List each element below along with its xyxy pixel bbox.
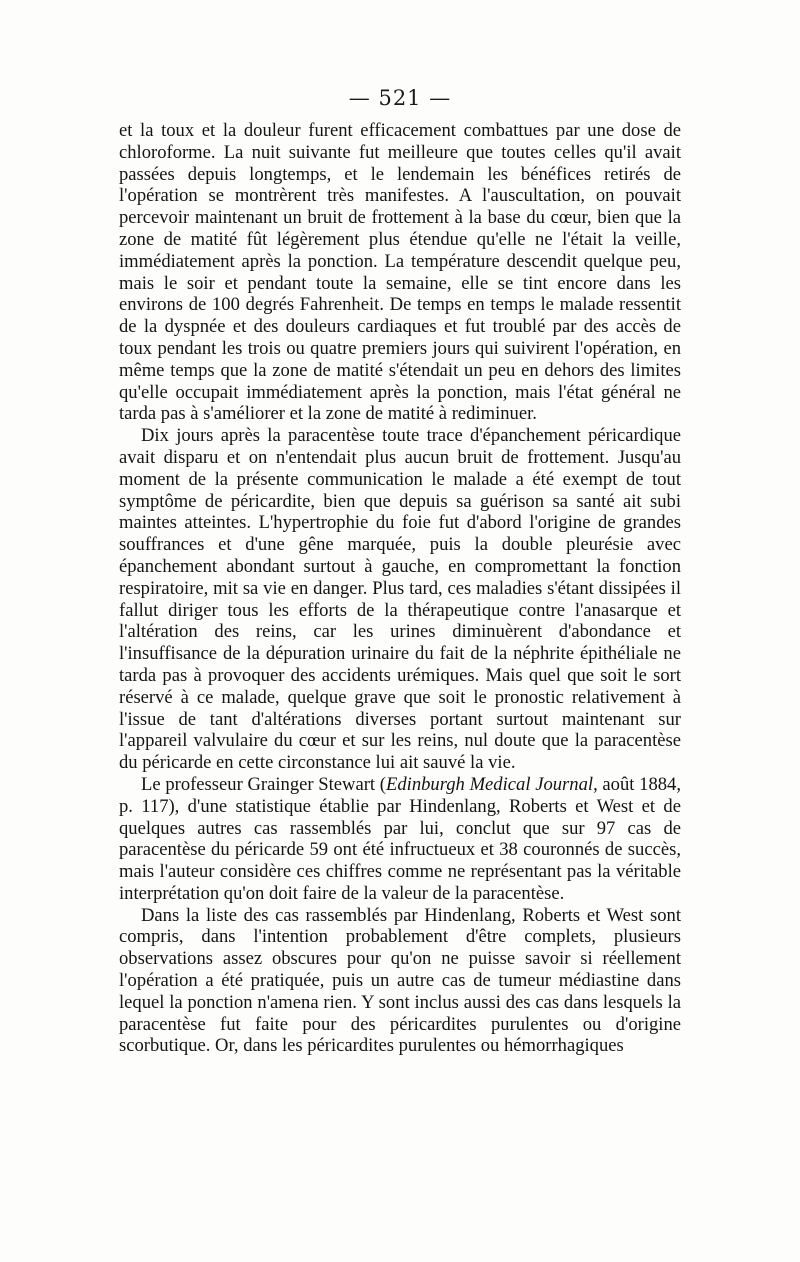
journal-title: Edinburgh Medical Journal: [386, 773, 594, 795]
paragraph-3: [119, 774, 681, 905]
paragraph-2: Dix jours après la paracentèse toute trace d'épanchement péricardique avait disparu et on n'entendait plus aucun bruit de frottement. Jusqu'au moment de la présente communication le malade a été exempt de tout symptôme de péricardite, bien que depuis sa guérison sa santé ait subi maintes atteintes. L'hypertrophie du foie fut d'abord l'origine de grandes souffrances et d'une gêne marquée, puis la double pleurésie avec épanchement abondant surtout à gauche, en compromettant la fonction respiratoire, mit sa vie en danger. Plus tard, ces maladies s'étant dissipées il fallut diriger tous les efforts de la thérapeutique contre l'anasarque et l'altération des reins, car les urines diminuèrent d'abondance et l'insuffisance de la dépuration urinaire du fait de la néphrite épithéliale ne tarda pas à provoquer des accidents urémiques. Mais quel que soit le sort réservé à ce malade, quelque grave que soit le pronostic relativement à l'issue de tant d'altérations diverses portant surtout maintenant sur l'appareil valvulaire du cœur et sur les reins, nul doute que la paracentèse du péricarde en cette circonstance lui ait sauvé la vie.: [119, 425, 681, 774]
paragraph-1: et la toux et la douleur furent efficacement combattues par une dose de chloroforme. La nuit suivante fut meilleure que toutes celles qu'il avait passées depuis longtemps, et le lendemain les bénéfices retirés de l'opération se montrèrent très manifestes. A l'auscultation, on pouvait percevoir maintenant un bruit de frottement à la base du cœur, bien que la zone de matité fût légèrement plus étendue qu'elle ne l'était la veille, immédiatement après la ponction. La température descendit quelque peu, mais le soir et pendant toute la semaine, elle se tint encore dans les environs de 100 degrés Fahrenheit. De temps en temps le malade ressentit de la dyspnée et des douleurs cardiaques et fut troublé par des accès de toux pendant les trois ou quatre premiers jours qui suivirent l'opération, en même temps que la zone de matité s'étendait un peu en dehors des limites qu'elle occupait immédiatement après la ponction, mais l'état général ne tarda pas à s'améliorer et la zone de matité à rediminuer.: [119, 120, 681, 425]
paragraph-3-lead: Le professeur Grainger Stewart (: [141, 773, 386, 795]
page-number: — 521 —: [348, 86, 452, 110]
paragraph-3-rest: , août 1884, p. 117), d'une statistique établie par Hindenlang, Roberts et West et de quelques autres cas rassemblés par lui, conclut que sur 97 cas de paracentèse du péricarde 59 ont été infructueux et 38 couronnés de succès, mais l'auteur considère ces chiffres comme ne représentant pas la véritable interprétation qu'on doit faire de la valeur de la paracentèse.: [119, 773, 681, 904]
body-text: [119, 120, 681, 1057]
paragraph-4: Dans la liste des cas rassemblés par Hindenlang, Roberts et West sont compris, dans l'intention probablement d'être complets, plusieurs observations assez obscures pour qu'on ne puisse savoir si réellement l'opération a été pratiquée, puis un autre cas de tumeur médiastine dans lequel la ponction n'amena rien. Y sont inclus aussi des cas dans lesquels la paracentèse fut faite pour des péricardites purulentes ou d'origine scorbutique. Or, dans les péricardites purulentes ou hémorrhagiques: [119, 904, 681, 1057]
